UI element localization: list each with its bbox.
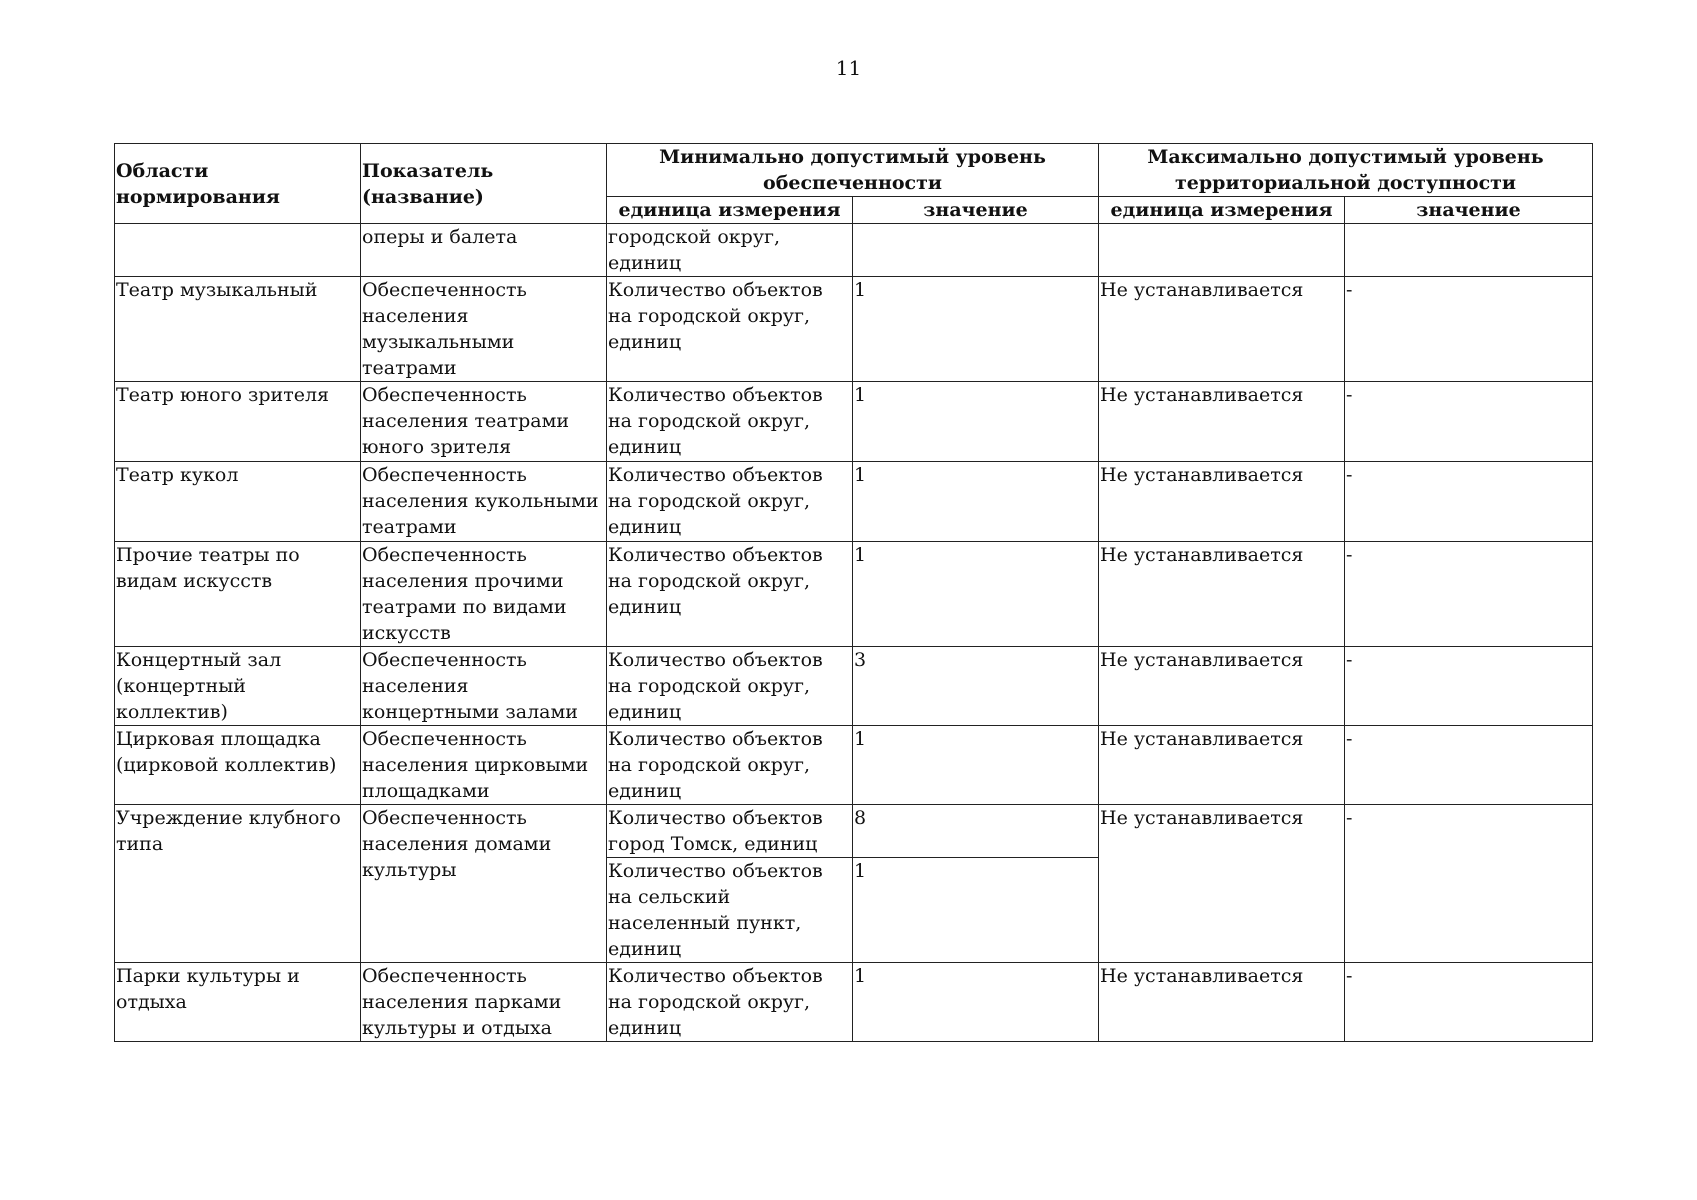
- table-header-row: [115, 144, 1593, 197]
- cell-max-unit: Не устанавливается: [1099, 647, 1345, 726]
- cell-min-value: 1: [853, 542, 1099, 647]
- cell-max-unit: Не устанавливается: [1099, 277, 1345, 382]
- cell-min-unit: Количество объектов на городской округ, единиц: [607, 963, 853, 1042]
- cell-area: Учреждение клубного типа: [115, 805, 361, 963]
- header-min-unit: единица измерения: [607, 197, 853, 224]
- cell-area: Цирковая площадка (цирковой коллектив): [115, 726, 361, 805]
- cell-indicator: Обеспеченность населения музыкальными театрами: [361, 277, 607, 382]
- header-min-level: Минимально допустимый уровень обеспеченности: [607, 144, 1099, 197]
- cell-area: Театр кукол: [115, 462, 361, 542]
- cell-min-value: 1: [853, 382, 1099, 462]
- cell-min-value: 1: [853, 726, 1099, 805]
- header-indicator: Показатель (название): [361, 144, 607, 224]
- table-row: [115, 805, 1593, 858]
- cell-max-unit: Не устанавливается: [1099, 382, 1345, 462]
- cell-max-value: -: [1345, 542, 1593, 647]
- cell-area: [115, 224, 361, 277]
- cell-indicator: Обеспеченность населения кукольными театрами: [361, 462, 607, 542]
- cell-indicator: Обеспеченность населения театрами юного зрителя: [361, 382, 607, 462]
- table-row: [115, 382, 1593, 462]
- cell-max-value: [1345, 224, 1593, 277]
- table-row: [115, 647, 1593, 726]
- cell-indicator: Обеспеченность населения прочими театрами по видами искусств: [361, 542, 607, 647]
- table-row: [115, 277, 1593, 382]
- cell-max-unit: Не устанавливается: [1099, 963, 1345, 1042]
- cell-area: Театр юного зрителя: [115, 382, 361, 462]
- cell-min-value: 3: [853, 647, 1099, 726]
- cell-indicator: Обеспеченность населения концертными залами: [361, 647, 607, 726]
- table-row: [115, 726, 1593, 805]
- cell-max-unit: Не устанавливается: [1099, 462, 1345, 542]
- header-max-unit: единица измерения: [1099, 197, 1345, 224]
- cell-max-value: -: [1345, 382, 1593, 462]
- cell-max-unit: Не устанавливается: [1099, 805, 1345, 963]
- cell-min-unit: Количество объектов на городской округ, единиц: [607, 647, 853, 726]
- cell-min-unit: Количество объектов на городской округ, единиц: [607, 277, 853, 382]
- cell-max-unit: Не устанавливается: [1099, 542, 1345, 647]
- header-max-value: значение: [1345, 197, 1593, 224]
- cell-min-value-rural: 1: [853, 858, 1099, 963]
- cell-area: Театр музыкальный: [115, 277, 361, 382]
- cell-min-unit: Количество объектов на городской округ, единиц: [607, 462, 853, 542]
- standards-table: [114, 143, 1593, 1042]
- page-number: 11: [835, 56, 862, 80]
- cell-area: Концертный зал (концертный коллектив): [115, 647, 361, 726]
- cell-min-unit: Количество объектов город Томск, единиц: [607, 805, 853, 858]
- cell-min-unit: Количество объектов на городской округ, единиц: [607, 726, 853, 805]
- cell-area: Парки культуры и отдыха: [115, 963, 361, 1042]
- cell-max-value: -: [1345, 805, 1593, 963]
- cell-min-unit: городской округ, единиц: [607, 224, 853, 277]
- cell-max-value: -: [1345, 726, 1593, 805]
- cell-area: Прочие театры по видам искусств: [115, 542, 361, 647]
- cell-min-value: 1: [853, 462, 1099, 542]
- cell-max-value: -: [1345, 462, 1593, 542]
- cell-max-value: -: [1345, 277, 1593, 382]
- cell-max-value: -: [1345, 647, 1593, 726]
- cell-indicator: Обеспеченность населения домами культуры: [361, 805, 607, 963]
- cell-min-value: 8: [853, 805, 1099, 858]
- table-row: [115, 963, 1593, 1042]
- cell-indicator: Обеспеченность населения цирковыми площадками: [361, 726, 607, 805]
- cell-min-value: 1: [853, 963, 1099, 1042]
- cell-min-unit: Количество объектов на городской округ, единиц: [607, 382, 853, 462]
- cell-max-unit: [1099, 224, 1345, 277]
- cell-min-unit: Количество объектов на городской округ, единиц: [607, 542, 853, 647]
- table-row: [115, 462, 1593, 542]
- cell-max-unit: Не устанавливается: [1099, 726, 1345, 805]
- cell-min-value: [853, 224, 1099, 277]
- table-row: [115, 542, 1593, 647]
- table-row: [115, 224, 1593, 277]
- cell-max-value: -: [1345, 963, 1593, 1042]
- cell-min-value: 1: [853, 277, 1099, 382]
- header-min-value: значение: [853, 197, 1099, 224]
- header-area: Области нормирования: [115, 144, 361, 224]
- cell-indicator: Обеспеченность населения парками культуры и отдыха: [361, 963, 607, 1042]
- header-max-level: Максимально допустимый уровень территориальной доступности: [1099, 144, 1593, 197]
- cell-indicator: оперы и балета: [361, 224, 607, 277]
- cell-min-unit-rural: Количество объектов на сельский населенный пункт, единиц: [607, 858, 853, 963]
